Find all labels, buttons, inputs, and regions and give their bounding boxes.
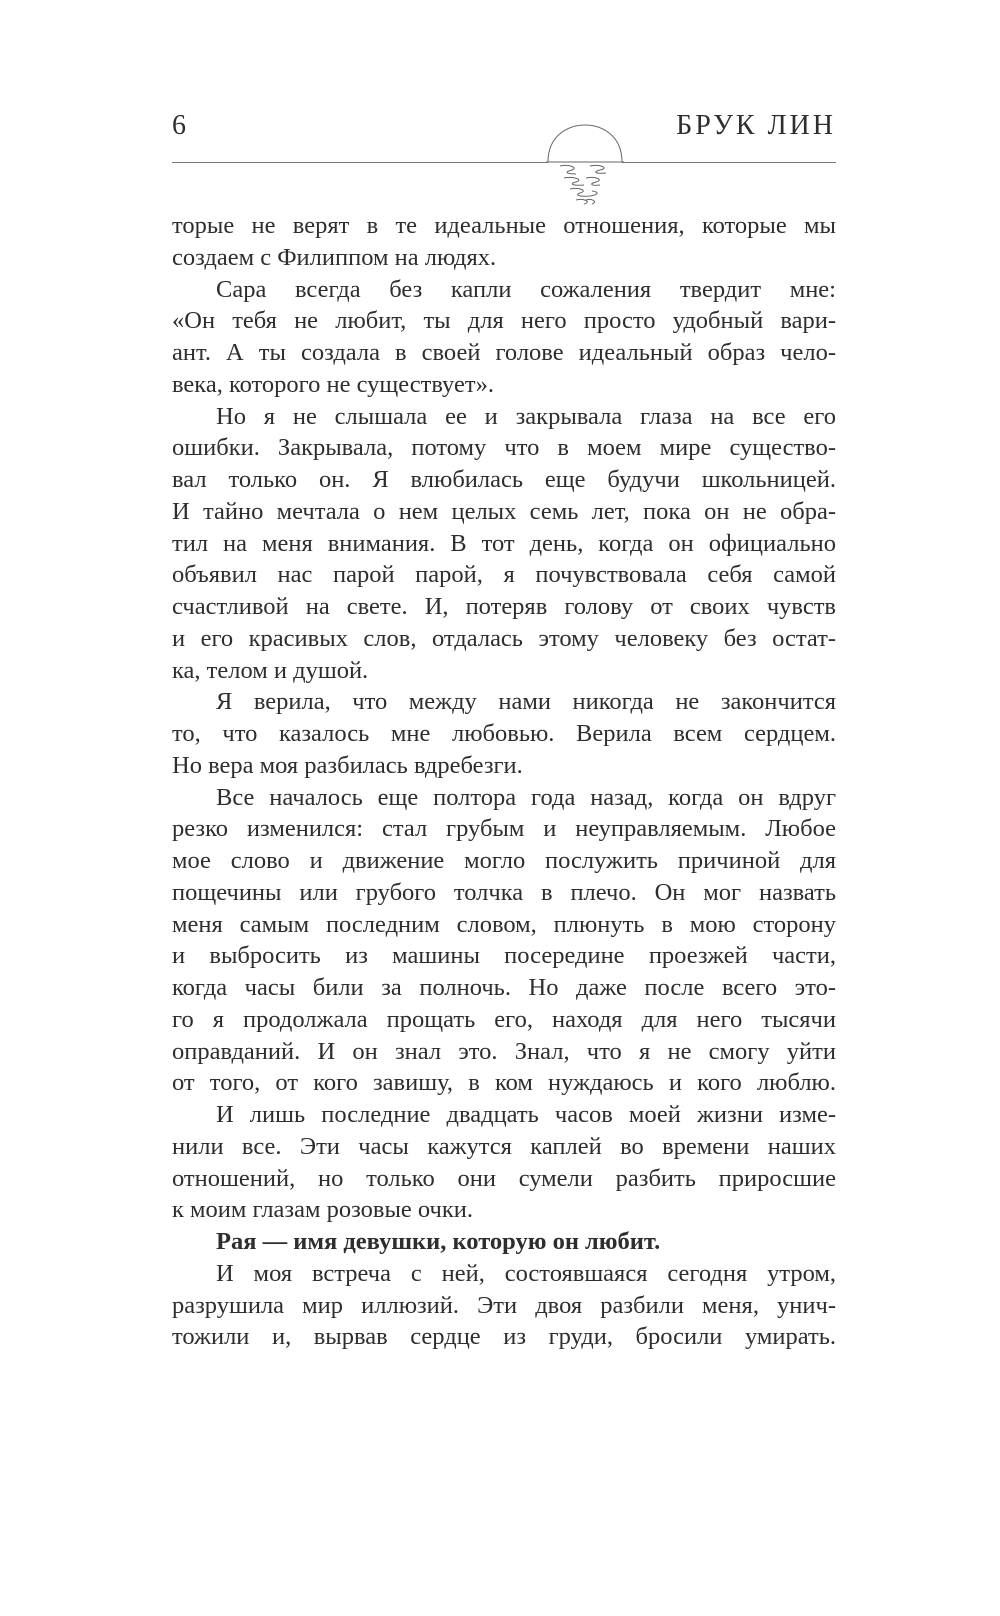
header-rule-left	[172, 162, 548, 163]
text-line: разрушила мир иллюзий. Эти двоя разбили меня, унич-	[172, 1291, 836, 1319]
page-number: 6	[172, 110, 186, 141]
text-line: торые не верят в те идеальные отношения, которые мы	[172, 212, 836, 239]
text-line: «Он тебя не любит, ты для него просто удобный вари-	[172, 307, 836, 335]
text-line: меня самым последним словом, плюнуть в мою сторону	[172, 910, 836, 938]
text-line: мое слово и движение могло послужить причиной для	[172, 847, 836, 874]
text-line: оправданий. И он знал это. Знал, что я не смогу уйти	[172, 1037, 836, 1065]
text-line: от того, от кого завишу, в ком нуждаюсь и кого люблю.	[172, 1069, 836, 1097]
text-line: пощечины или грубого толчка в плечо. Он мог назвать	[172, 878, 836, 906]
emphasized-text-line: Рая — имя девушки, которую он любит.	[216, 1228, 661, 1255]
text-line: И тайно мечтала о нем целых семь лет, пока он не обра-	[172, 497, 836, 525]
text-line: ка, телом и душой.	[172, 656, 369, 684]
text-line: когда часы били за полночь. Но даже после всего это-	[172, 974, 836, 1001]
text-line: го я продолжала прощать его, находя для него тысячи	[172, 1005, 836, 1033]
text-line: ошибки. Закрывала, потому что в моем мире существо-	[172, 434, 836, 462]
text-line: тил на меня внимания. В тот день, когда он официально	[172, 529, 836, 557]
text-line: отношений, но только они сумели разбить приросшие	[172, 1164, 836, 1192]
text-line: тожили и, вырвав сердце из груди, бросили умирать.	[172, 1323, 836, 1351]
text-line: счастливой на свете. И, потеряв голову от своих чувств	[172, 593, 836, 620]
text-line: и выбросить из машины посередине проезжей части,	[172, 942, 836, 970]
text-line: создаем с Филиппом на людях.	[172, 243, 497, 271]
text-line: века, которого не существует».	[172, 370, 494, 398]
text-line: Сара всегда без капли сожаления твердит мне:	[216, 275, 836, 303]
text-line: и его красивых слов, отдалась этому человеку без остат-	[172, 624, 836, 652]
body-text	[172, 210, 836, 1353]
text-line: нили все. Эти часы кажутся каплей во времени наших	[172, 1132, 836, 1160]
text-line: И лишь последние двадцать часов моей жизни изме-	[216, 1101, 836, 1128]
running-head: БРУК ЛИН	[676, 110, 836, 141]
text-line: ант. А ты создала в своей голове идеальный образ чело-	[172, 339, 836, 366]
text-line: вал только он. Я влюбилась еще будучи школьницей.	[172, 466, 836, 493]
text-line: И моя встреча с ней, состоявшаяся сегодня утром,	[216, 1259, 836, 1287]
text-line: объявил нас парой парой, я почувствовала себя самой	[172, 561, 836, 589]
text-line: Я верила, что между нами никогда не закончится	[216, 688, 836, 716]
text-line: Но вера моя разбилась вдребезги.	[172, 751, 523, 779]
text-line: Но я не слышала ее и закрывала глаза на все его	[216, 402, 836, 430]
header-rule-right	[622, 162, 836, 163]
text-line: к моим глазам розовые очки.	[172, 1196, 473, 1224]
text-line: то, что казалось мне любовью. Верила всем сердцем.	[172, 720, 836, 747]
text-line: Все началось еще полтора года назад, когда он вдруг	[216, 783, 836, 811]
text-line: резко изменился: стал грубым и неуправляемым. Любое	[172, 815, 836, 843]
sunset-over-water-icon	[540, 124, 630, 206]
